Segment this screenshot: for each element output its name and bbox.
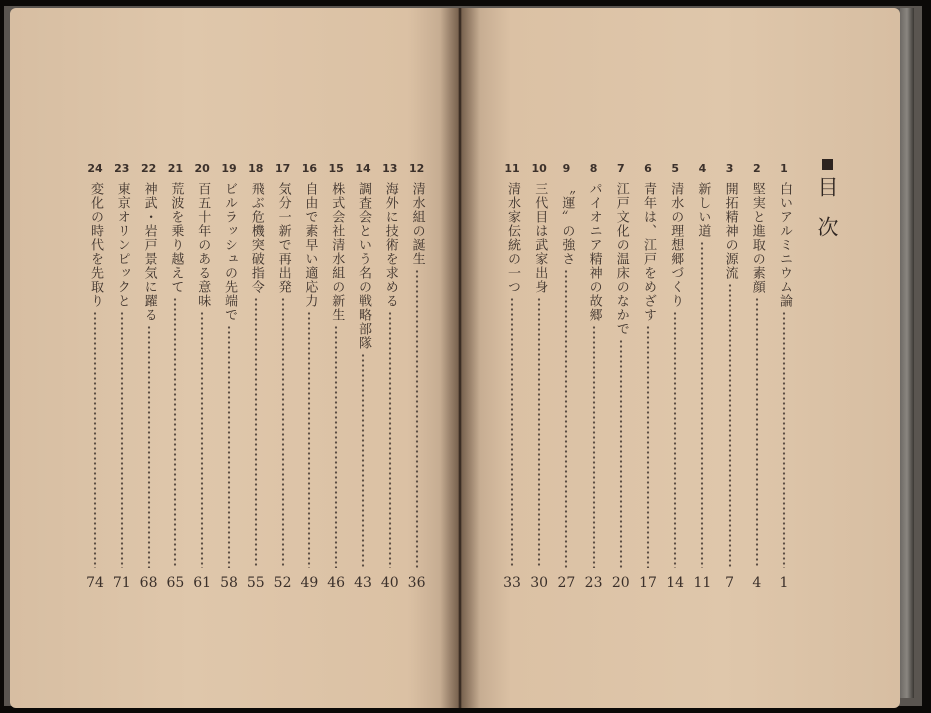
heading-square-icon bbox=[822, 159, 833, 170]
entry-page-number: 68 bbox=[139, 575, 158, 591]
entry-title: 百五十年のある意味 bbox=[195, 182, 211, 308]
toc-entry bbox=[298, 8, 320, 708]
dot-leader bbox=[537, 297, 541, 568]
toc-entry bbox=[501, 8, 523, 708]
entry-title: 海外に技術を求める bbox=[382, 182, 398, 308]
entry-page-number: 55 bbox=[246, 575, 265, 591]
entry-page-number: 11 bbox=[693, 575, 712, 591]
toc-heading: 目次 bbox=[815, 176, 839, 256]
entry-title: 神武・岩戸景気に躍る bbox=[141, 182, 157, 322]
dot-leader bbox=[227, 325, 231, 568]
dot-leader bbox=[334, 325, 338, 568]
entry-number: 14 bbox=[355, 162, 371, 175]
dot-leader bbox=[646, 325, 650, 568]
toc-entry bbox=[719, 8, 741, 708]
toc-entry bbox=[352, 8, 374, 708]
dot-leader bbox=[254, 297, 258, 568]
dot-leader bbox=[755, 297, 759, 568]
toc-entry bbox=[245, 8, 267, 708]
entry-number: 5 bbox=[671, 162, 680, 175]
dot-leader bbox=[700, 241, 704, 568]
entry-title: 東京オリンピックと bbox=[114, 182, 130, 308]
toc-entry bbox=[111, 8, 133, 708]
dot-leader bbox=[120, 311, 124, 568]
entry-number: 1 bbox=[780, 162, 788, 175]
dot-leader bbox=[388, 311, 392, 568]
entry-title: 江戸文化の温床のなかで bbox=[613, 182, 629, 336]
entry-title: 自由で素早い適応力 bbox=[302, 182, 318, 308]
dot-leader bbox=[564, 269, 568, 568]
entry-title: 株式会社清水組の新生 bbox=[329, 182, 345, 322]
toc-entry bbox=[691, 8, 713, 708]
toc-entry bbox=[325, 8, 347, 708]
toc-entry bbox=[528, 8, 550, 708]
dot-leader bbox=[510, 297, 514, 568]
dot-leader bbox=[93, 311, 97, 568]
toc-entry bbox=[191, 8, 213, 708]
entry-number: 6 bbox=[644, 162, 652, 175]
dot-leader bbox=[281, 297, 285, 568]
toc-entry bbox=[583, 8, 605, 708]
entry-number: 12 bbox=[408, 162, 425, 175]
toc-entry bbox=[164, 8, 186, 708]
left-page bbox=[10, 8, 462, 708]
toc-entry bbox=[406, 8, 428, 708]
entry-page-number: 40 bbox=[380, 575, 399, 591]
entry-page-number: 74 bbox=[86, 575, 104, 591]
entry-page-number: 61 bbox=[193, 575, 212, 591]
entry-page-number: 33 bbox=[503, 575, 521, 591]
entry-number: 17 bbox=[274, 162, 291, 175]
entry-title: 青年は、江戸をめざす bbox=[641, 182, 656, 322]
entry-page-number: 30 bbox=[530, 575, 549, 591]
entry-number: 16 bbox=[301, 162, 318, 175]
entry-number: 11 bbox=[504, 162, 520, 175]
toc-entry bbox=[379, 8, 401, 708]
toc-entry bbox=[218, 8, 240, 708]
entry-page-number: 43 bbox=[354, 575, 372, 591]
entry-title: 堅実と進取の素顔 bbox=[749, 182, 765, 294]
dot-leader bbox=[173, 297, 177, 568]
entry-title: 〝運〟の強さ bbox=[559, 182, 575, 266]
entry-page-number: 23 bbox=[584, 575, 603, 591]
entry-number: 21 bbox=[167, 162, 184, 175]
dot-leader bbox=[361, 353, 365, 568]
entry-page-number: 14 bbox=[666, 575, 685, 591]
entry-page-number: 49 bbox=[300, 575, 319, 591]
entry-page-number: 4 bbox=[752, 575, 762, 591]
entry-page-number: 52 bbox=[273, 575, 292, 591]
toc-entry bbox=[610, 8, 632, 708]
entry-title: 飛ぶ危機突破指令 bbox=[248, 182, 264, 294]
entry-page-number: 27 bbox=[557, 575, 576, 591]
entry-number: 8 bbox=[589, 162, 598, 175]
entry-number: 19 bbox=[221, 162, 237, 175]
entry-page-number: 71 bbox=[112, 575, 131, 591]
dot-leader bbox=[592, 325, 596, 568]
entry-number: 24 bbox=[87, 162, 103, 175]
dot-leader bbox=[200, 311, 204, 568]
entry-title: 三代目は武家出身 bbox=[532, 182, 548, 294]
entry-number: 3 bbox=[725, 162, 734, 175]
entry-title: パイオニア精神の故郷 bbox=[586, 182, 602, 322]
toc-entry bbox=[555, 8, 577, 708]
entry-number: 23 bbox=[114, 162, 130, 175]
entry-number: 18 bbox=[248, 162, 264, 175]
entry-number: 2 bbox=[752, 162, 761, 175]
entry-page-number: 58 bbox=[220, 575, 238, 591]
dot-leader bbox=[307, 311, 311, 568]
entry-title: 新しい道 bbox=[695, 182, 711, 238]
toc-entry bbox=[138, 8, 160, 708]
entry-title: 清水組の誕生 bbox=[409, 182, 425, 266]
entry-page-number: 7 bbox=[725, 575, 735, 591]
entry-title: 清水家伝統の一つ bbox=[505, 182, 520, 294]
entry-number: 13 bbox=[382, 162, 398, 175]
entry-title: 清水の理想郷づくり bbox=[668, 182, 684, 308]
entry-title: ビルラッシュの先端で bbox=[222, 182, 237, 322]
entry-number: 20 bbox=[194, 162, 210, 175]
entry-number: 9 bbox=[562, 162, 571, 175]
entry-number: 15 bbox=[328, 162, 344, 175]
book-side-edge bbox=[900, 8, 914, 698]
entry-page-number: 20 bbox=[611, 575, 630, 591]
entry-title: 調査会という名の戦略部隊 bbox=[356, 182, 371, 350]
entry-title: 白いアルミニウム論 bbox=[777, 182, 792, 308]
toc-entry bbox=[272, 8, 294, 708]
entry-page-number: 36 bbox=[407, 575, 426, 591]
toc-entry bbox=[84, 8, 106, 708]
entry-title: 開拓精神の源流 bbox=[722, 182, 738, 280]
entry-page-number: 46 bbox=[327, 575, 346, 591]
dot-leader bbox=[415, 269, 419, 568]
toc-entry bbox=[664, 8, 686, 708]
entry-page-number: 65 bbox=[166, 575, 185, 591]
toc-entry bbox=[746, 8, 768, 708]
entry-title: 気分一新で再出発 bbox=[275, 182, 291, 294]
toc-entry bbox=[637, 8, 659, 708]
dot-leader bbox=[782, 311, 786, 568]
entry-page-number: 17 bbox=[639, 575, 657, 591]
entry-number: 22 bbox=[140, 162, 157, 175]
entry-number: 7 bbox=[616, 162, 625, 175]
dot-leader bbox=[619, 339, 623, 568]
entry-number: 10 bbox=[531, 162, 547, 175]
dot-leader bbox=[147, 325, 151, 568]
entry-page-number: 1 bbox=[779, 575, 789, 591]
right-page bbox=[458, 8, 900, 708]
toc-entry bbox=[773, 8, 795, 708]
entry-title: 変化の時代を先取り bbox=[88, 182, 103, 308]
dot-leader bbox=[673, 311, 677, 568]
book-spine bbox=[440, 8, 480, 708]
entry-number: 4 bbox=[698, 162, 707, 175]
dot-leader bbox=[728, 283, 732, 568]
entry-title: 荒波を乗り越えて bbox=[168, 182, 184, 294]
